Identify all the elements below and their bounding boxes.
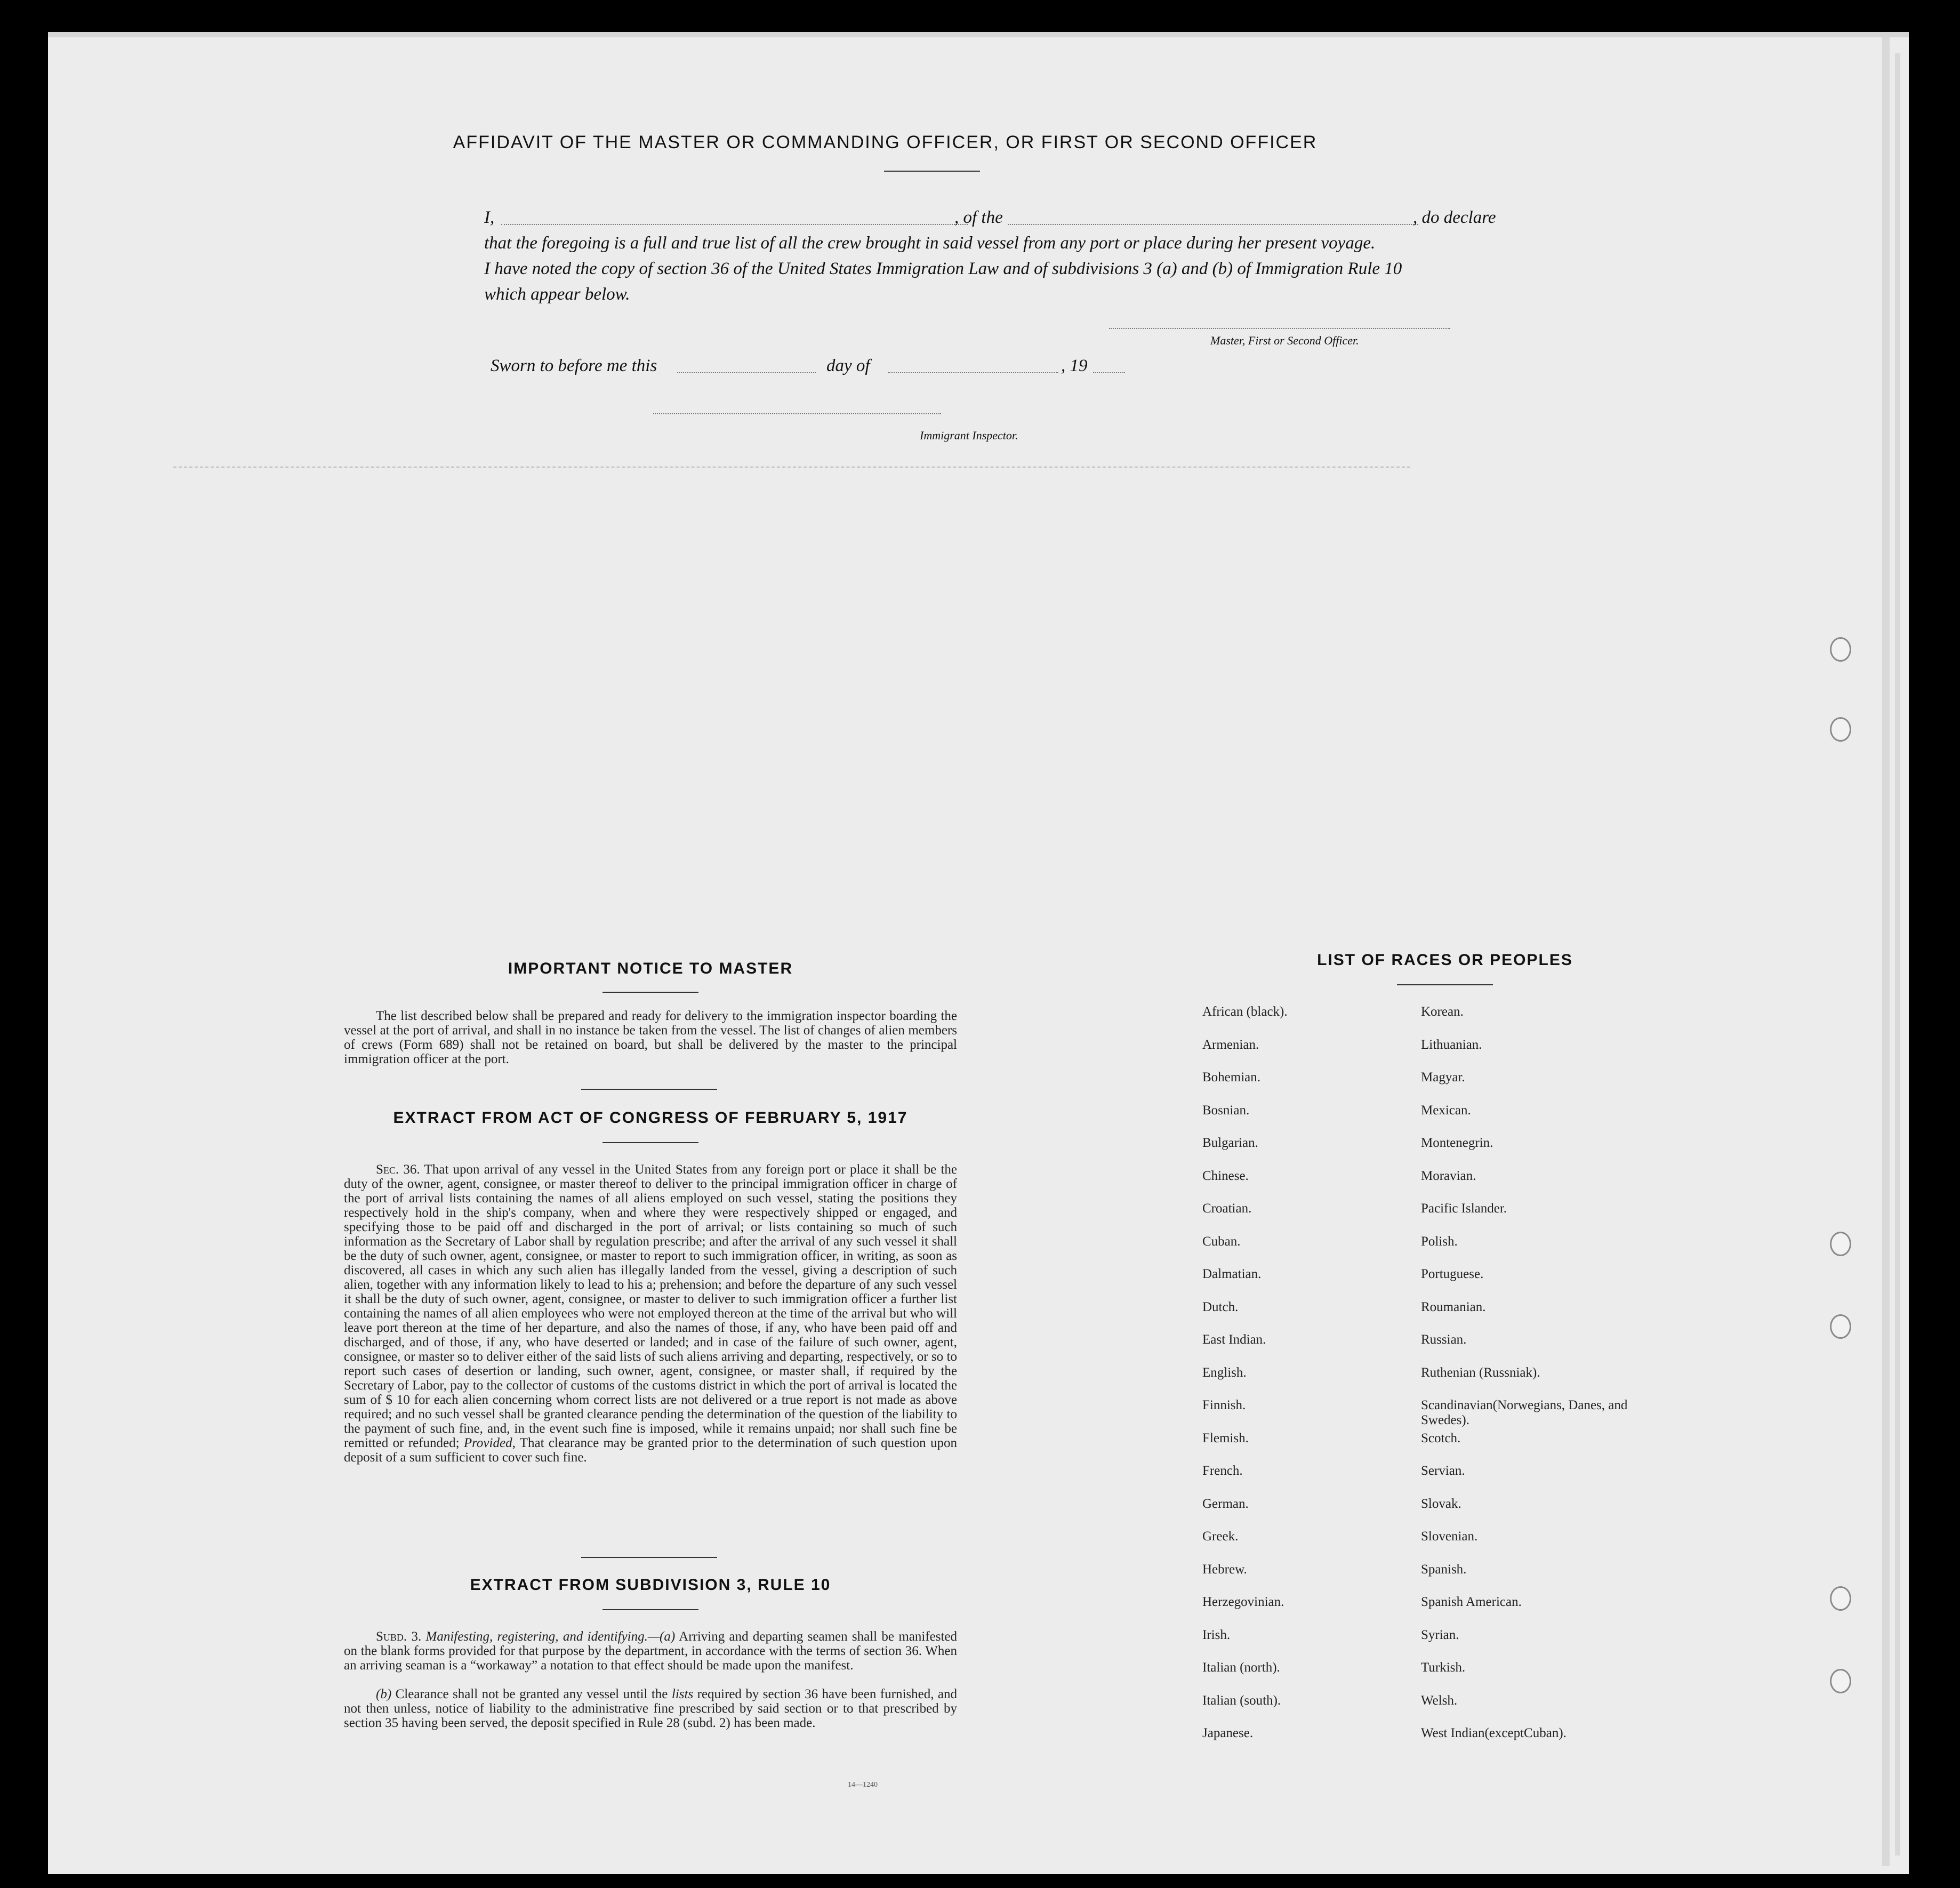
race-item: Bohemian. <box>1202 1070 1261 1084</box>
act-underline <box>603 1142 698 1143</box>
affidavit-title: AFFIDAVIT OF THE MASTER OR COMMANDING OFFICER, OR FIRST OR SECOND OFFICER <box>453 132 1318 152</box>
binder-hole <box>1830 637 1851 662</box>
race-item: East Indian. <box>1202 1332 1266 1347</box>
rule-text-a-body: Arriving and departing seamen shall be manifested on the blank forms provided for that purpose by the department, in accordance with the terms of section 36. When an arriving seaman is a “workaway” a notation to that effect should be made upon the manifest. <box>344 1629 958 1673</box>
race-item: Bulgarian. <box>1202 1136 1258 1150</box>
race-item: Korean. <box>1421 1005 1464 1019</box>
race-item: Greek. <box>1202 1529 1239 1544</box>
act-divider <box>581 1557 717 1558</box>
rule-lists-word: lists <box>671 1687 694 1701</box>
race-item: Japanese. <box>1202 1726 1254 1740</box>
race-item: Ruthenian (Russniak). <box>1421 1365 1540 1380</box>
name-blank[interactable] <box>501 224 968 225</box>
declaration-i: I, <box>484 208 495 227</box>
act-text <box>344 1162 957 1465</box>
race-item: English. <box>1202 1365 1247 1380</box>
form-page <box>48 32 1909 1874</box>
notice-title: IMPORTANT NOTICE TO MASTER <box>508 960 793 977</box>
notice-underline <box>603 992 698 993</box>
declaration-line-2: that the foregoing is a full and true list of all the crew brought in said vessel from any port or place during her present voyage. <box>484 234 1376 253</box>
sworn-prefix: Sworn to before me this <box>491 356 657 375</box>
race-item: Slovenian. <box>1421 1529 1478 1544</box>
binder-hole <box>1830 1669 1851 1693</box>
act-text-b: That clearance may be granted prior to the determination of such question upon deposit of a sum sufficient to cover such fine. <box>344 1436 957 1465</box>
act-title: EXTRACT FROM ACT OF CONGRESS OF FEBRUARY 5, 1917 <box>393 1109 908 1127</box>
section-separator <box>173 467 1410 468</box>
race-item: Irish. <box>1202 1627 1231 1642</box>
rule-text-b <box>344 1687 957 1730</box>
race-item: Dutch. <box>1202 1299 1239 1314</box>
rule-text-a <box>344 1629 957 1673</box>
notice-text: The list described below shall be prepared and ready for delivery to the immigration inspector boarding the vessel at the port of arrival, and shall in no instance be taken from the vessel. The list of changes of alien members of crews (Form 689) shall not be retained on board, but shall be delivered by the master to the principal immigration officer at the port. <box>344 1009 957 1066</box>
sworn-day-of: day of <box>826 356 870 375</box>
races-title: LIST OF RACES OR PEOPLES <box>1317 951 1573 969</box>
act-provided: Provided, <box>463 1436 516 1450</box>
race-item: Russian. <box>1421 1332 1467 1347</box>
rule-heading: Manifesting, registering, and identifying.—(a) <box>425 1629 676 1644</box>
race-item: Welsh. <box>1421 1693 1458 1708</box>
rule-subd-label: Subd. 3. <box>376 1629 422 1644</box>
declaration-of-the: , of the <box>954 208 1003 227</box>
race-item: Montenegrin. <box>1421 1136 1493 1150</box>
race-item: African (black). <box>1202 1005 1288 1019</box>
race-item: Italian (north). <box>1202 1660 1280 1675</box>
race-item: Bosnian. <box>1202 1103 1250 1118</box>
race-item: Syrian. <box>1421 1627 1459 1642</box>
binder-hole <box>1830 1586 1851 1611</box>
sworn-year-blank[interactable] <box>1093 372 1125 373</box>
act-text-a: That upon arrival of any vessel in the United States from any foreign port or place it shall be the duty of the owner, agent, consignee, or master thereof to deliver to the principal immigration officer in charge of the port of arrival lists containing the names of all aliens employed on such vessel, stating the positions they respectively hold in the ship's company, when and where they were respectively shipped or engaged, and specifying those to be paid off and discharged in the port of arrival; or lists containing so much of such information as the Secretary of Labor shall by regulation prescribe; and after the arrival of any such vessel it shall be the duty of such owner, agent, consignee, or master to report to such immigration officer, in writing, as soon as discovered, all cases in which any such alien has illegally landed from the vessel, giving a description of such alien, together with any information likely to lead to his a; prehension; and before the departure of any such vessel it shall be the duty of such owner, agent, consignee, or master to deliver to such immigration officer a further list containing the names of all alien employees who were not employed thereon at the time of the arrival but who will leave port thereon at the time of her departure, and also the names of those, if any, who have been paid off and discharged, and of those, if any, who have deserted or landed; and in case of the failure of such owner, agent, consignee, or master so to deliver either of the said lists of such aliens arriving and departing, respectively, or so to report such cases of desertion or landing, such owner, agent, consignee, or master shall, if required by the Secretary of Labor, pay to the collector of customs of the customs district in which the port of arrival is located the sum of $ 10 for each alien concerning whom correct lists are not delivered or a true report is not made as above required; and no such vessel shall be granted clearance pending the determination of the question of the liability to the payment of such fine, and, in the event such fine is imposed, while it remains unpaid; nor shall such fine be remitted or refunded; <box>344 1162 957 1450</box>
race-item: Magyar. <box>1421 1070 1465 1084</box>
rule-title: EXTRACT FROM SUBDIVISION 3, RULE 10 <box>470 1576 831 1594</box>
sworn-month-blank[interactable] <box>888 372 1058 373</box>
binder-hole <box>1830 717 1851 742</box>
vessel-blank[interactable] <box>1008 224 1418 225</box>
sworn-year: , 19 <box>1061 356 1088 375</box>
race-item: Cuban. <box>1202 1234 1241 1249</box>
race-item: Spanish American. <box>1421 1595 1522 1609</box>
race-item: Hebrew. <box>1202 1562 1247 1577</box>
declaration-declare: , do declare <box>1413 208 1496 227</box>
officer-signature-blank[interactable] <box>1109 328 1450 329</box>
race-item: Italian (south). <box>1202 1693 1281 1708</box>
race-item: West Indian(exceptCuban). <box>1421 1726 1567 1740</box>
race-item: Scotch. <box>1421 1431 1461 1445</box>
form-number: 14—1240 <box>848 1781 878 1789</box>
race-item: Finnish. <box>1202 1398 1246 1412</box>
race-item: Portuguese. <box>1421 1267 1484 1281</box>
race-item: Moravian. <box>1421 1168 1476 1183</box>
page-edge <box>1882 37 1890 1866</box>
race-item: Polish. <box>1421 1234 1458 1249</box>
act-section-label: Sec. 36. <box>376 1162 420 1177</box>
rule-text-b2: required by section 36 have been furnished, and not then unless, notice of liability to the administrative fine prescribed by said section or to that prescribed by section 35 having been served, the deposit specified in Rule 28 (subd. 2) has been made. <box>344 1687 958 1730</box>
page-edge <box>1895 53 1900 1855</box>
declaration-line-4: which appear below. <box>484 285 630 304</box>
race-item: Servian. <box>1421 1464 1465 1478</box>
race-item: Dalmatian. <box>1202 1267 1262 1281</box>
notice-divider <box>581 1089 717 1090</box>
signature-label: Master, First or Second Officer. <box>1210 334 1359 347</box>
title-underline <box>884 171 980 172</box>
sworn-day-blank[interactable] <box>677 372 816 373</box>
race-item: Scandinavian(Norwegians, Danes, and Swedes). <box>1421 1398 1628 1427</box>
race-item: Slovak. <box>1421 1496 1461 1511</box>
inspector-label: Immigrant Inspector. <box>920 429 1018 442</box>
race-item: Armenian. <box>1202 1037 1259 1052</box>
race-item: Mexican. <box>1421 1103 1471 1118</box>
race-item: Croatian. <box>1202 1201 1252 1216</box>
race-item: Turkish. <box>1421 1660 1466 1675</box>
rule-text-b1: Clearance shall not be granted any vessel until the <box>395 1687 668 1701</box>
race-item: French. <box>1202 1464 1243 1478</box>
race-item: Chinese. <box>1202 1168 1249 1183</box>
race-item: German. <box>1202 1496 1249 1511</box>
race-item: Pacific Islander. <box>1421 1201 1507 1216</box>
race-item: Lithuanian. <box>1421 1037 1482 1052</box>
binder-hole <box>1830 1314 1851 1339</box>
race-item: Herzegovinian. <box>1202 1595 1284 1609</box>
binder-hole <box>1830 1232 1851 1256</box>
rule-underline <box>603 1609 698 1610</box>
declaration-line-3: I have noted the copy of section 36 of the United States Immigration Law and of subdivisions 3 (a) and (b) of Immigration Rule 10 <box>484 259 1402 278</box>
races-underline <box>1397 984 1493 985</box>
rule-b-label: (b) <box>376 1687 392 1701</box>
declaration-line-1 <box>484 208 494 228</box>
race-item: Roumanian. <box>1421 1299 1486 1314</box>
inspector-signature-blank[interactable] <box>653 413 941 414</box>
race-item: Flemish. <box>1202 1431 1249 1445</box>
race-item: Spanish. <box>1421 1562 1467 1577</box>
